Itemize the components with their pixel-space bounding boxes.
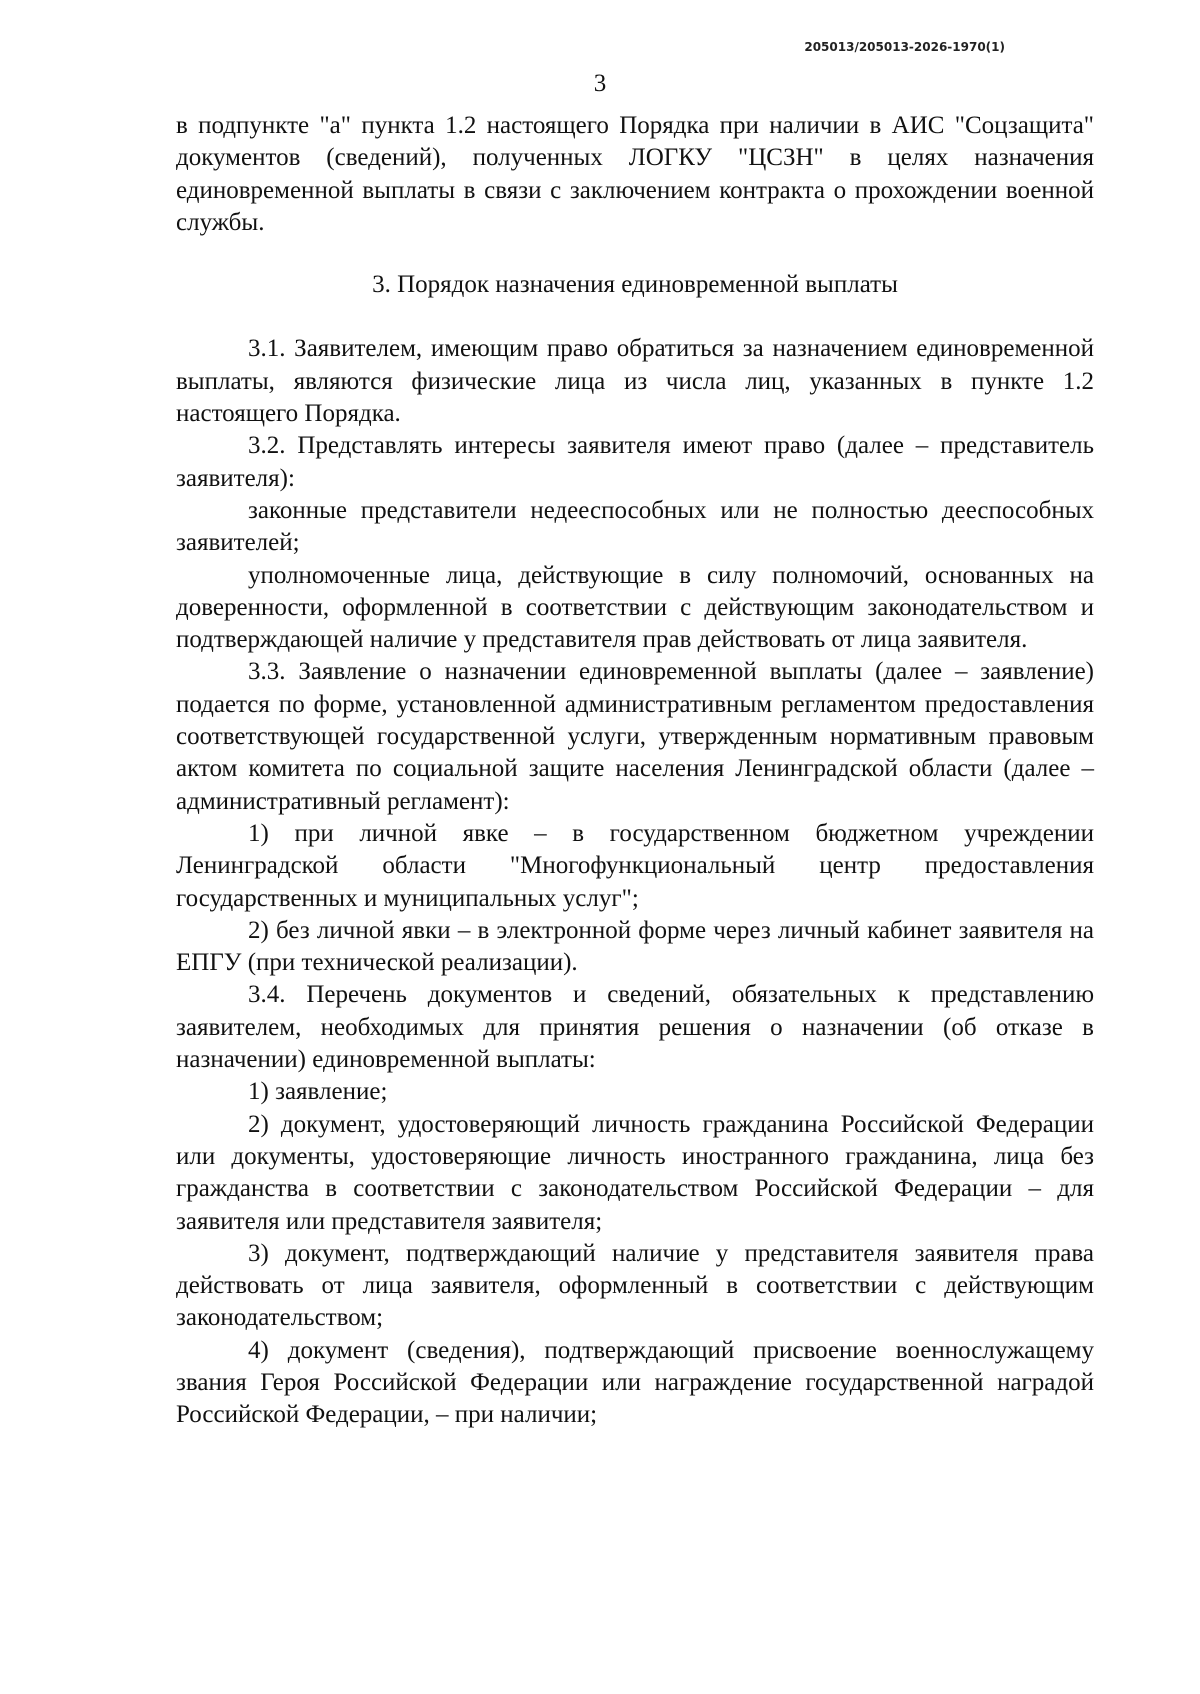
list-item-identity-document: 2) документ, удостоверяющий личность гражданина Российской Федерации или документы, удостоверяющие личность иностранного гражданина, лица без гражданства в соответствии с законодательством Российской Федерации – для заявителя или представителя заявителя;: [176, 1110, 1094, 1235]
document-body: [176, 110, 1094, 1432]
list-item-authority-document: 3) документ, подтверждающий наличие у представителя заявителя права действовать от лица заявителя, оформленный в соответствии с действующим законодательством;: [176, 1239, 1094, 1332]
paragraph-3-3: 3.3. Заявление о назначении единовременной выплаты (далее – заявление) подается по форме, установленной административным регламентом предоставления соответствующей государственной услуги, утвержденным нормативным правовым актом комитета по социальной защите населения Ленинградской области (далее – административный регламент):: [176, 658, 1094, 815]
list-item-electronic: 2) без личной явки – в электронной форме через личный кабинет заявителя на ЕПГУ (при технической реализации).: [176, 916, 1094, 977]
list-item-award-document: 4) документ (сведения), подтверждающий присвоение военнослужащему звания Героя Российской Федерации или награждение государственной наградой Российской Федерации, – при наличии;: [176, 1336, 1094, 1429]
page-number: 3: [593, 70, 607, 97]
section-heading: 3. Порядок назначения единовременной выплаты: [372, 271, 898, 299]
list-item-application: 1) заявление;: [248, 1078, 388, 1106]
list-item-in-person: 1) при личной явке – в государственном бюджетном учреждении Ленинградской области "Многофункциональный центр предоставления государственных и муниципальных услуг";: [176, 819, 1094, 912]
paragraph-3-2: 3.2. Представлять интересы заявителя имеют право (далее – представитель заявителя):: [176, 432, 1094, 492]
paragraph-authorized-persons: уполномоченные лица, действующие в силу полномочий, основанных на доверенности, оформленной в соответствии с действующим законодательством и подтверждающей наличие у представителя прав действовать от лица заявителя.: [176, 561, 1094, 654]
intro-paragraph: в подпункте "а" пункта 1.2 настоящего Порядка при наличии в АИС "Соцзащита" документов (сведений), полученных ЛОГКУ "ЦСЗН" в целях назначения единовременной выплаты в связи с заключением контракта о прохождении военной службы.: [176, 112, 1094, 236]
paragraph-3-1: 3.1. Заявителем, имеющим право обратиться за назначением единовременной выплаты, являются физические лица из числа лиц, указанных в пункте 1.2 настоящего Порядка.: [176, 335, 1094, 428]
paragraph-legal-representatives: законные представители недееспособных или не полностью дееспособных заявителей;: [176, 496, 1094, 557]
document-id: 205013/205013-2026-1970(1): [804, 40, 1005, 54]
paragraph-3-4: 3.4. Перечень документов и сведений, обязательных к представлению заявителем, необходимых для принятия решения о назначении (об отказе в назначении) единовременной выплаты:: [176, 981, 1094, 1074]
